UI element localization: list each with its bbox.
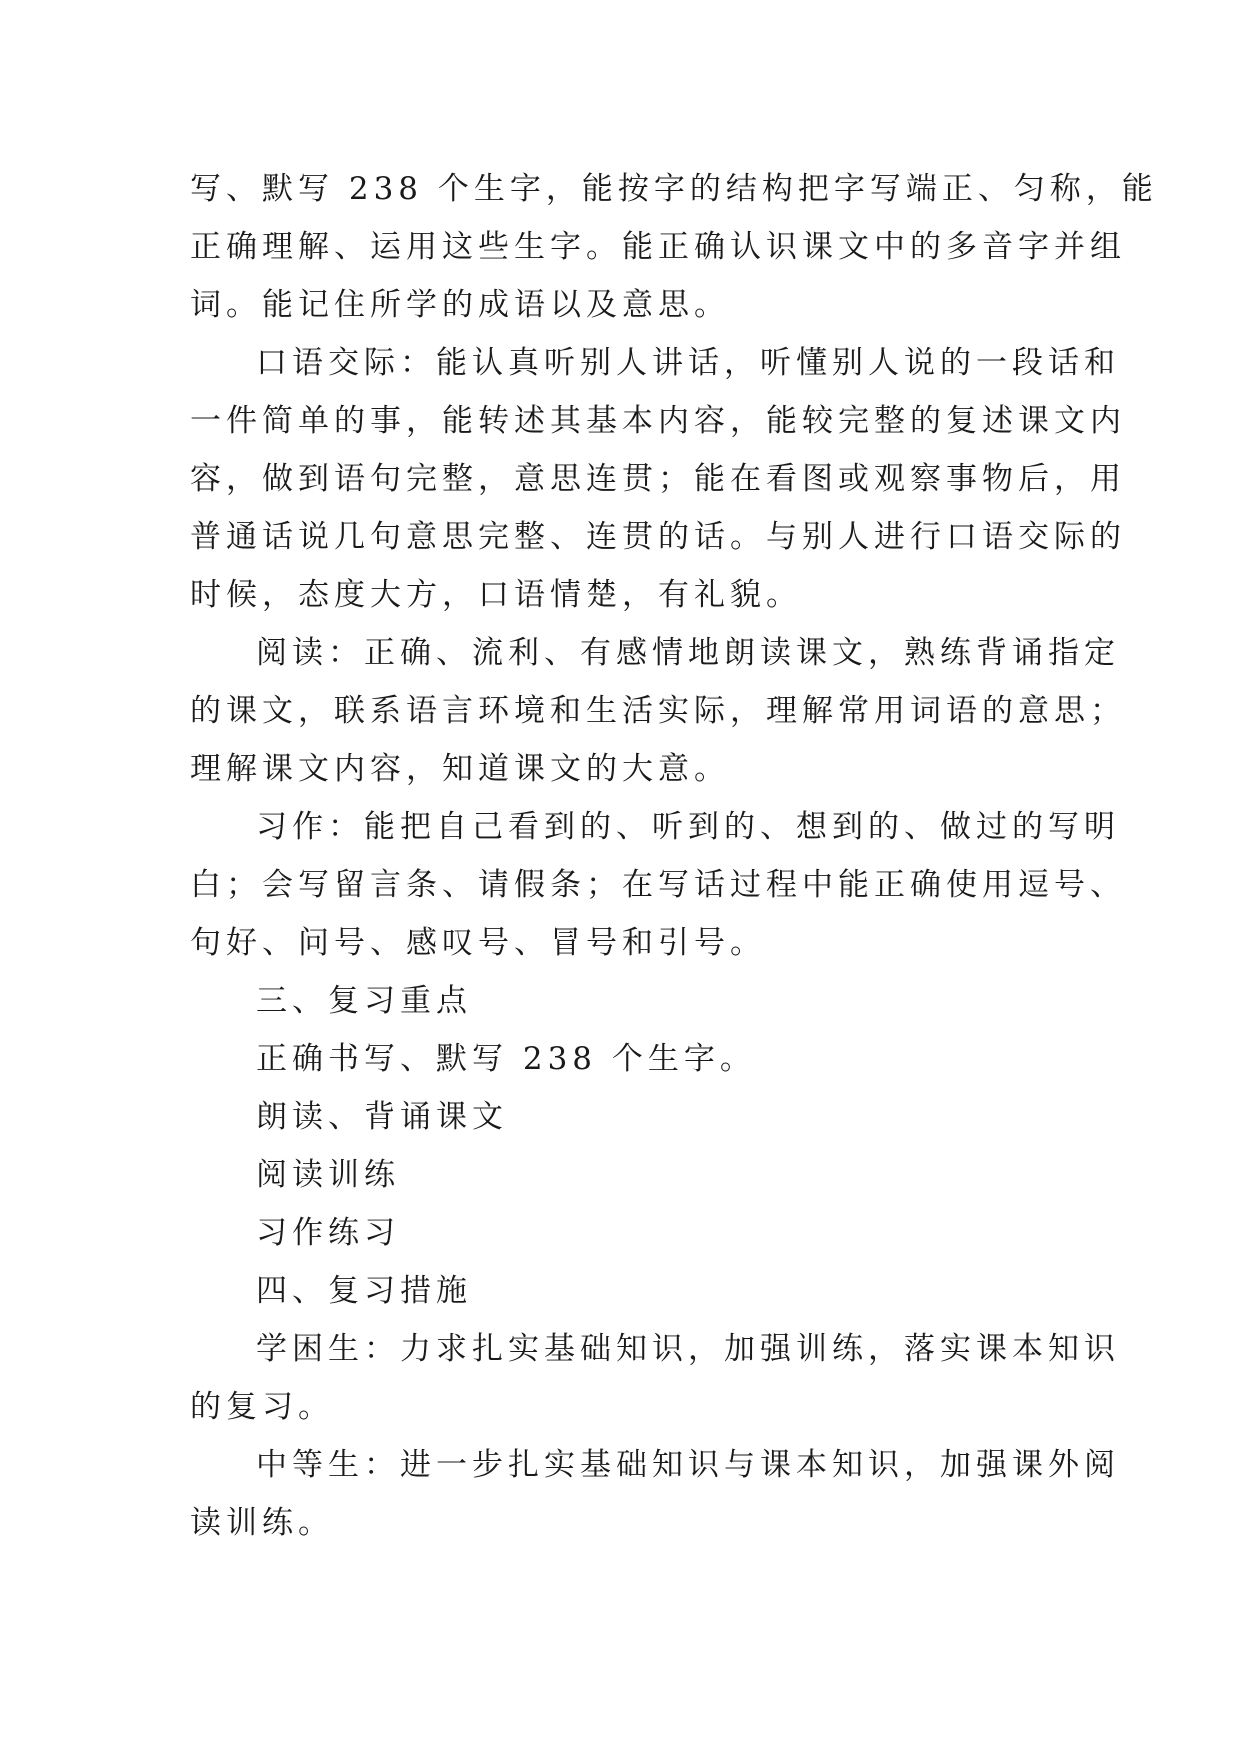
text-line: 理解课文内容，知道课文的大意。	[190, 751, 730, 787]
text-line: 阅读训练	[256, 1157, 400, 1193]
text-line: 写、默写 238 个生字，能按字的结构把字写端正、匀称，能	[190, 171, 1158, 207]
text-line: 习作练习	[256, 1215, 400, 1251]
text-line: 读训练。	[190, 1505, 334, 1541]
text-line: 词。能记住所学的成语以及意思。	[190, 287, 730, 323]
text-line: 正确书写、默写 238 个生字。	[256, 1041, 756, 1077]
text-line: 阅读：正确、流利、有感情地朗读课文，熟练背诵指定	[256, 635, 1120, 671]
text-line: 口语交际：能认真听别人讲话，听懂别人说的一段话和	[256, 345, 1120, 381]
text-line: 时候，态度大方，口语情楚，有礼貌。	[190, 577, 802, 613]
text-line: 三、复习重点	[256, 983, 472, 1019]
text-line: 普通话说几句意思完整、连贯的话。与别人进行口语交际的	[190, 519, 1126, 555]
text-line: 学困生：力求扎实基础知识，加强训练，落实课本知识	[256, 1331, 1120, 1367]
text-line: 白；会写留言条、请假条；在写话过程中能正确使用逗号、	[190, 867, 1126, 903]
text-line: 一件简单的事，能转述其基本内容，能较完整的复述课文内	[190, 403, 1126, 439]
text-line: 的复习。	[190, 1389, 334, 1425]
text-line: 中等生：进一步扎实基础知识与课本知识，加强课外阅	[256, 1447, 1120, 1483]
text-line: 四、复习措施	[256, 1273, 472, 1309]
text-line: 的课文，联系语言环境和生活实际，理解常用词语的意思；	[190, 693, 1126, 729]
text-line: 朗读、背诵课文	[256, 1099, 508, 1135]
text-line: 习作：能把自己看到的、听到的、想到的、做过的写明	[256, 809, 1120, 845]
text-line: 句好、问号、感叹号、冒号和引号。	[190, 925, 766, 961]
text-line: 容，做到语句完整，意思连贯；能在看图或观察事物后，用	[190, 461, 1126, 497]
text-line: 正确理解、运用这些生字。能正确认识课文中的多音字并组	[190, 229, 1126, 265]
document-body	[190, 160, 1158, 1552]
